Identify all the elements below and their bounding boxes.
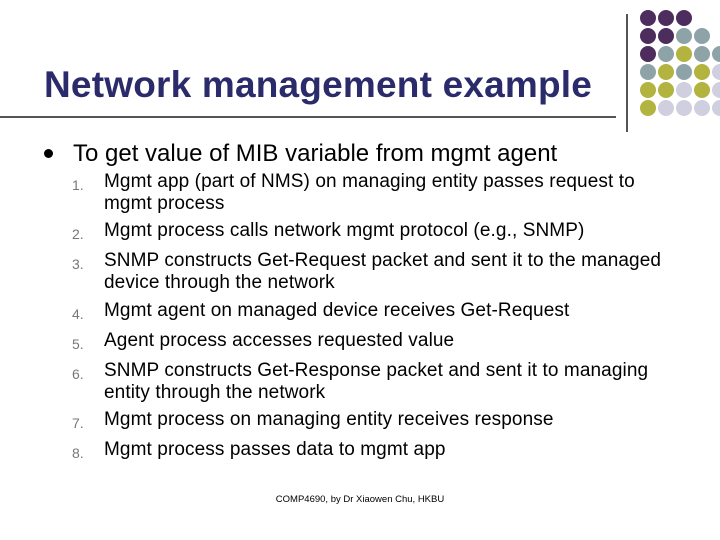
step-number: 8.	[72, 445, 84, 462]
decorative-dot	[658, 46, 674, 62]
decorative-dot	[694, 100, 710, 116]
step-text: Mgmt agent on managed device receives Get-Request	[104, 299, 570, 321]
decorative-dot	[694, 46, 710, 62]
decorative-dot	[640, 46, 656, 62]
step-number: 6.	[72, 365, 84, 382]
step-number: 2.	[72, 226, 84, 243]
decorative-dot	[712, 100, 720, 116]
step-item	[72, 171, 672, 215]
vertical-divider	[626, 14, 628, 132]
step-item	[72, 250, 672, 294]
decorative-dot	[640, 82, 656, 98]
decorative-dot	[658, 28, 674, 44]
step-number: 1.	[72, 177, 84, 193]
step-item	[72, 220, 672, 245]
decorative-dot	[712, 46, 720, 62]
step-number: 4.	[72, 305, 84, 322]
decorative-dot	[658, 64, 674, 80]
decorative-dot	[640, 64, 656, 80]
step-item	[72, 300, 672, 325]
decorative-dot	[676, 28, 692, 44]
decorative-dot	[676, 64, 692, 80]
steps-list	[72, 171, 672, 470]
step-number: 5.	[72, 335, 84, 352]
step-text: Mgmt process on managing entity receives response	[104, 409, 554, 431]
step-text: SNMP constructs Get-Request packet and sent it to the managed device through the network	[104, 250, 662, 294]
main-bullet	[44, 140, 557, 168]
decorative-dot	[712, 64, 720, 80]
bullet-dot-icon	[44, 149, 53, 158]
step-item	[72, 439, 672, 464]
step-text: Mgmt app (part of NMS) on managing entity passes request to mgmt process	[104, 171, 635, 214]
slide-footer: COMP4690, by Dr Xiaowen Chu, HKBU	[275, 494, 445, 505]
title-underline	[0, 116, 616, 118]
step-text: SNMP constructs Get-Response packet and sent it to managing entity through the network	[104, 359, 649, 403]
decorative-dot	[694, 28, 710, 44]
decorative-dot	[658, 10, 674, 26]
decorative-dot	[640, 10, 656, 26]
decorative-dot	[658, 100, 674, 116]
decorative-dot	[694, 64, 710, 80]
step-text: Agent process accesses requested value	[104, 329, 455, 351]
step-number: 7.	[72, 415, 84, 432]
decorative-dot	[640, 100, 656, 116]
step-number: 3.	[72, 256, 84, 273]
decorative-dot	[676, 10, 692, 26]
decorative-dot	[694, 82, 710, 98]
step-text: Mgmt process passes data to mgmt app	[104, 439, 446, 461]
step-item	[72, 409, 672, 434]
slide-title: Network management example	[44, 64, 593, 105]
decorative-dot	[712, 82, 720, 98]
step-text: Mgmt process calls network mgmt protocol (e.g., SNMP)	[104, 220, 585, 242]
decorative-dot	[676, 100, 692, 116]
main-bullet-text: To get value of MIB variable from mgmt agent	[73, 140, 558, 167]
step-item	[72, 360, 672, 404]
step-item	[72, 330, 672, 355]
decorative-dot	[676, 46, 692, 62]
decorative-dot	[640, 28, 656, 44]
decorative-dot	[658, 82, 674, 98]
decorative-dot	[676, 82, 692, 98]
